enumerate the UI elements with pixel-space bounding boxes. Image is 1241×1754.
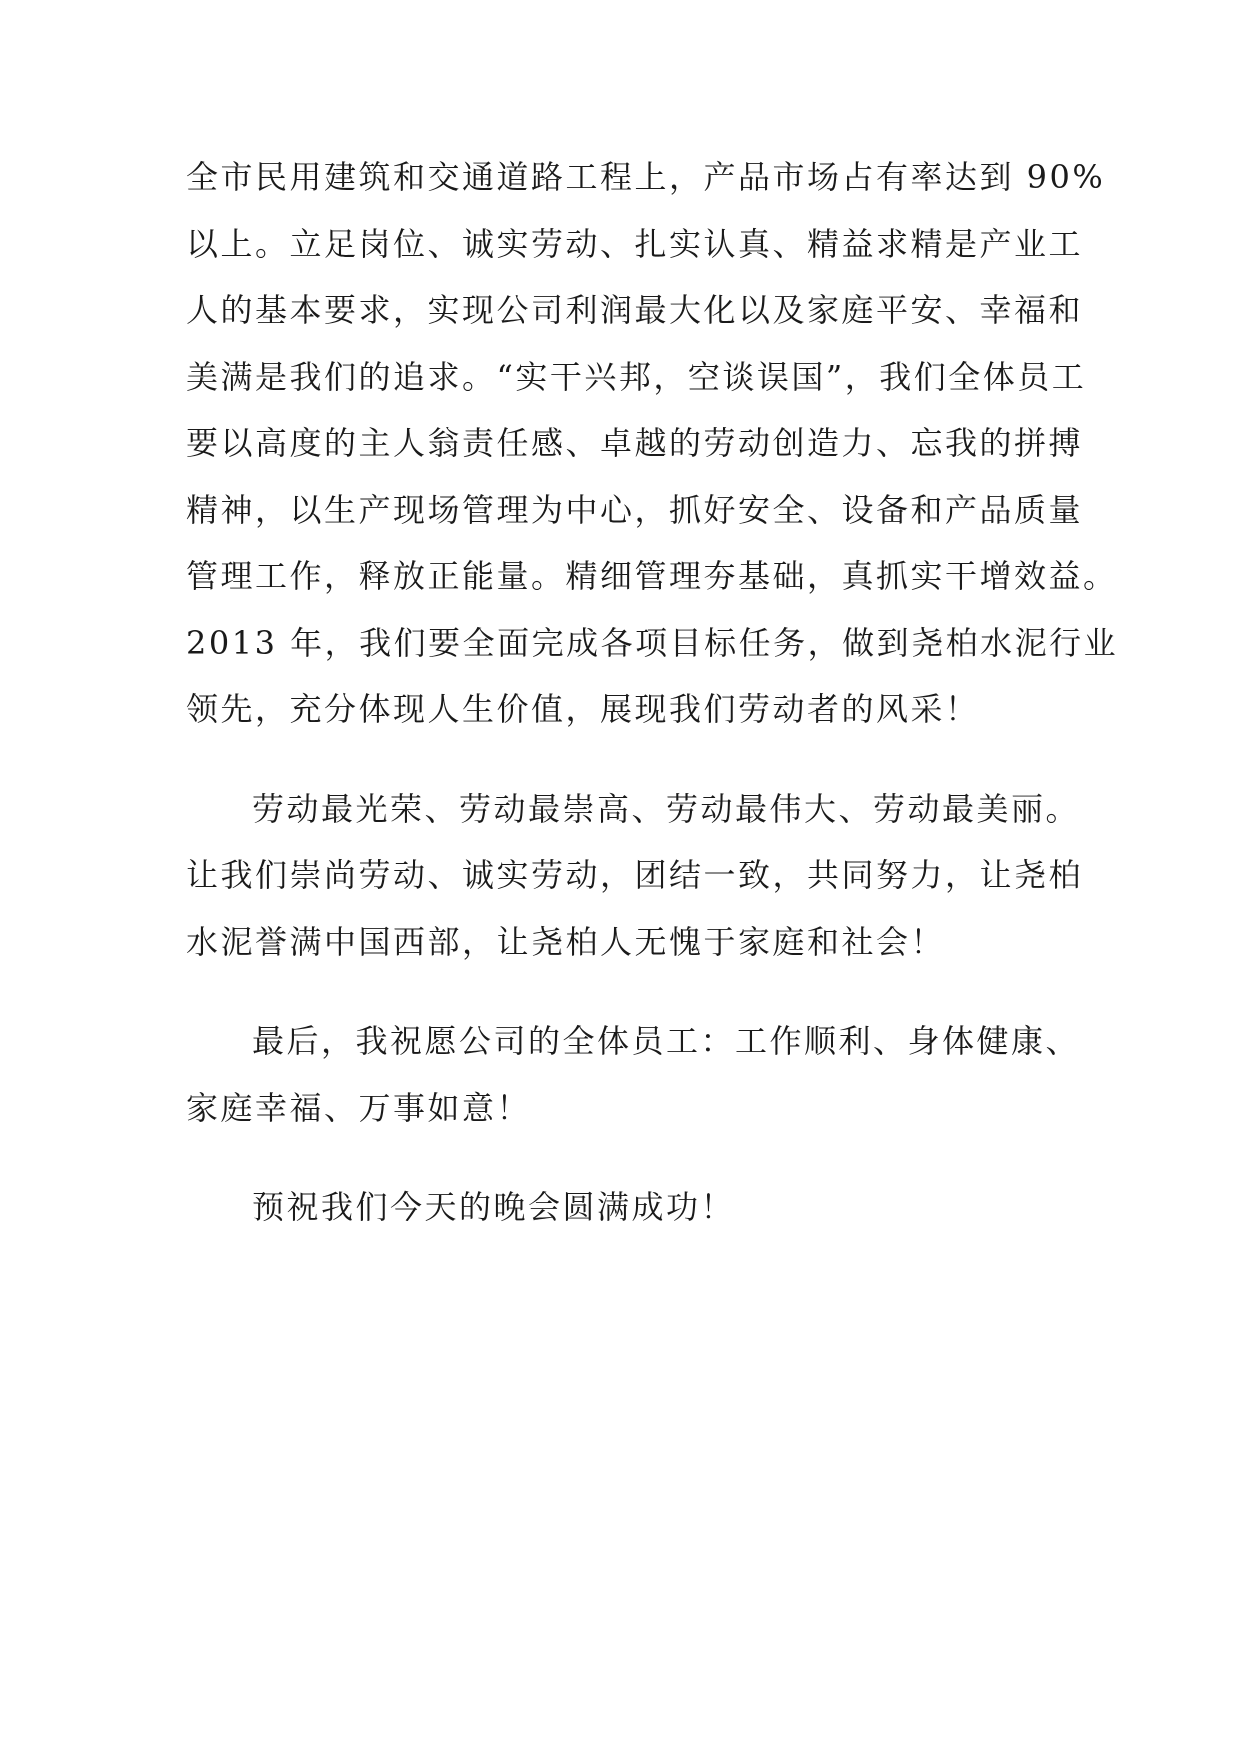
paragraph-2-line-1: 劳动最光荣、劳动最崇高、劳动最伟大、劳动最美丽。: [252, 789, 1081, 828]
paragraph-3-line-2: 家庭幸福、万事如意！: [186, 1088, 532, 1127]
paragraph-1-line-7: 管理工作，释放正能量。精细管理夯基础，真抓实干增效益。: [186, 557, 1118, 595]
paragraph-spacer: [186, 975, 1056, 1008]
paragraph-spacer: [186, 1141, 1056, 1174]
paragraph-2-line-2: 让我们崇尚劳动、诚实劳动，团结一致，共同努力，让尧柏: [186, 856, 1084, 894]
paragraph-1-line-1: 全市民用建筑和交通道路工程上，产品市场占有率达到 90%: [186, 158, 1106, 196]
paragraph-1-line-2: 以上。立足岗位、诚实劳动、扎实认真、精益求精是产业工: [186, 224, 1084, 263]
paragraph-1-line-5: 要以高度的主人翁责任感、卓越的劳动创造力、忘我的拼搏: [186, 424, 1084, 462]
paragraph-1-line-3: 人的基本要求，实现公司利润最大化以及家庭平安、幸福和: [186, 291, 1084, 329]
paragraph-2-line-3: 水泥誉满中国西部，让尧柏人无愧于家庭和社会！: [186, 922, 946, 961]
document-body: [186, 144, 1119, 1241]
paragraph-1-line-6: 精神，以生产现场管理为中心，抓好安全、设备和产品质量: [186, 490, 1084, 529]
paragraph-spacer: [186, 743, 1056, 776]
paragraph-4-line-1: 预祝我们今天的晚会圆满成功！: [252, 1188, 736, 1226]
paragraph-1-line-9: 领先，充分体现人生价值，展现我们劳动者的风采！: [186, 690, 980, 728]
paragraph-1-line-4: 美满是我们的追求。“实干兴邦，空谈误国”，我们全体员工: [186, 357, 1087, 396]
paragraph-3-line-1: 最后，我祝愿公司的全体员工：工作顺利、身体健康、: [252, 1022, 1081, 1060]
paragraph-1-line-8: 2013 年，我们要全面完成各项目标任务，做到尧柏水泥行业: [186, 623, 1119, 662]
